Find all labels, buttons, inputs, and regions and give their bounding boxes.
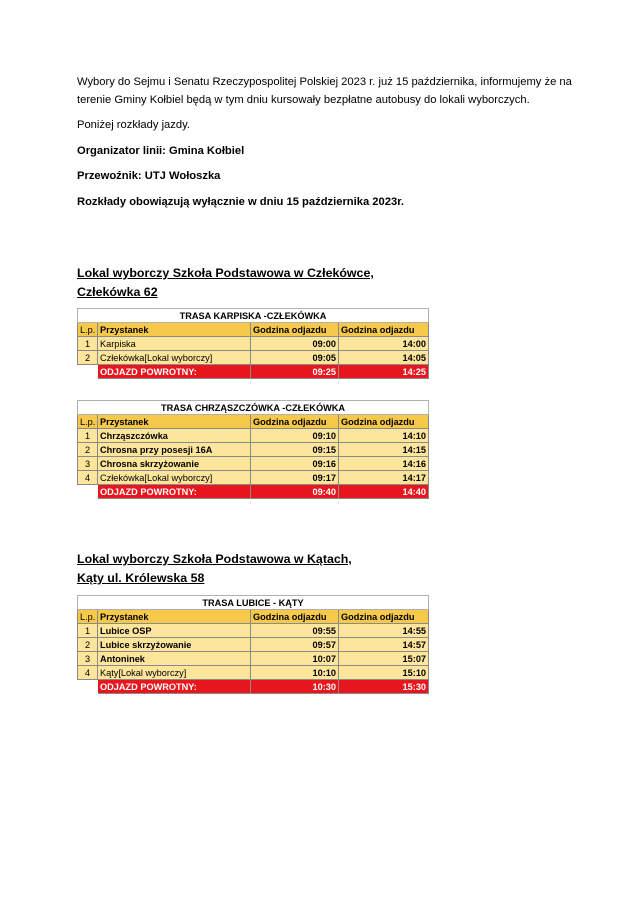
row-time-1: 09:55	[251, 624, 339, 638]
col-header-stop: Przystanek	[98, 610, 251, 624]
row-time-1: 09:57	[251, 638, 339, 652]
return-label: ODJAZD POWROTNY:	[98, 485, 251, 499]
timetable-title: TRASA KARPISKA -CZŁEKÓWKA	[78, 309, 429, 323]
row-time-1: 09:16	[251, 457, 339, 471]
table-row	[78, 337, 429, 351]
timetable-chrzaszczowka-czlekowka	[77, 400, 429, 499]
row-lp: 3	[78, 652, 98, 666]
row-time-1: 09:17	[251, 471, 339, 485]
row-time-1: 10:10	[251, 666, 339, 680]
timetable-karpiska-czlekowka	[77, 308, 429, 379]
col-header-departure-2: Godzina odjazdu	[339, 323, 429, 337]
row-time-2: 14:57	[339, 638, 429, 652]
col-header-departure-1: Godzina odjazdu	[251, 610, 339, 624]
row-time-1: 09:15	[251, 443, 339, 457]
table-row	[78, 457, 429, 471]
row-time-2: 14:10	[339, 429, 429, 443]
timetable-title: TRASA LUBICE - KĄTY	[78, 596, 429, 610]
return-row	[78, 680, 429, 694]
intro-paragraph: Wybory do Sejmu i Senatu Rzeczypospolitej Polskiej 2023 r. już 15 października, informujemy że na terenie Gminy Kołbiel będą w tym dniu kursowały bezpłatne autobusy do lokali wyborczych.	[77, 76, 572, 106]
col-header-lp: L.p.	[78, 323, 98, 337]
table-row	[78, 666, 429, 680]
table-row	[78, 429, 429, 443]
section-heading-line1: Lokal wyborczy Szkoła Podstawowa w Człekówce,	[77, 266, 374, 280]
table-row	[78, 443, 429, 457]
row-time-2: 14:17	[339, 471, 429, 485]
timetable-title: TRASA CHRZĄSZCZÓWKA -CZŁEKÓWKA	[78, 401, 429, 415]
row-stop: Chrosna skrzyżowanie	[98, 457, 251, 471]
schedules-line: Poniżej rozkłady jazdy.	[77, 119, 190, 131]
col-header-departure-2: Godzina odjazdu	[339, 415, 429, 429]
row-lp: 2	[78, 351, 98, 365]
row-time-1: 09:10	[251, 429, 339, 443]
row-stop: Kąty[Lokal wyborczy]	[98, 666, 251, 680]
table-row	[78, 638, 429, 652]
col-header-stop: Przystanek	[98, 323, 251, 337]
row-time-2: 14:16	[339, 457, 429, 471]
row-time-2: 14:55	[339, 624, 429, 638]
row-stop: Człekówka[Lokal wyborczy]	[98, 351, 251, 365]
carrier-line: Przewoźnik: UTJ Wołoszka	[77, 170, 221, 182]
return-row	[78, 365, 429, 379]
col-header-departure-1: Godzina odjazdu	[251, 323, 339, 337]
return-row-spacer	[78, 365, 98, 379]
table-row	[78, 351, 429, 365]
return-row	[78, 485, 429, 499]
section-heading-line1: Lokal wyborczy Szkoła Podstawowa w Kątach,	[77, 552, 352, 566]
row-stop: Antoninek	[98, 652, 251, 666]
row-lp: 3	[78, 457, 98, 471]
col-header-lp: L.p.	[78, 415, 98, 429]
row-time-2: 14:05	[339, 351, 429, 365]
return-time-1: 09:25	[251, 365, 339, 379]
row-time-2: 14:00	[339, 337, 429, 351]
table-row	[78, 624, 429, 638]
section-heading-line2: Człekówka 62	[77, 285, 158, 299]
section-heading-line2: Kąty ul. Królewska 58	[77, 571, 205, 585]
return-row-spacer	[78, 680, 98, 694]
table-row	[78, 471, 429, 485]
col-header-departure-2: Godzina odjazdu	[339, 610, 429, 624]
timetable-lubice-katy	[77, 595, 429, 694]
return-time-2: 14:25	[339, 365, 429, 379]
row-stop: Lubice OSP	[98, 624, 251, 638]
col-header-stop: Przystanek	[98, 415, 251, 429]
row-time-2: 15:07	[339, 652, 429, 666]
table-header-row	[78, 323, 429, 337]
col-header-departure-1: Godzina odjazdu	[251, 415, 339, 429]
organizer-line: Organizator linii: Gmina Kołbiel	[77, 144, 245, 157]
table-row	[78, 652, 429, 666]
row-lp: 2	[78, 638, 98, 652]
return-time-2: 14:40	[339, 485, 429, 499]
row-time-2: 14:15	[339, 443, 429, 457]
row-lp: 1	[78, 337, 98, 351]
row-lp: 1	[78, 429, 98, 443]
return-time-1: 09:40	[251, 485, 339, 499]
row-lp: 1	[78, 624, 98, 638]
row-stop: Człekówka[Lokal wyborczy]	[98, 471, 251, 485]
section-heading-katy	[77, 550, 352, 588]
row-stop: Chrząszczówka	[98, 429, 251, 443]
row-stop: Chrosna przy posesji 16A	[98, 443, 251, 457]
row-time-1: 09:05	[251, 351, 339, 365]
row-lp: 2	[78, 443, 98, 457]
table-header-row	[78, 610, 429, 624]
row-time-1: 10:07	[251, 652, 339, 666]
section-heading-czlekowka	[77, 264, 374, 302]
row-stop: Lubice skrzyżowanie	[98, 638, 251, 652]
row-time-2: 15:10	[339, 666, 429, 680]
row-stop: Karpiska	[98, 337, 251, 351]
return-label: ODJAZD POWROTNY:	[98, 365, 251, 379]
return-time-1: 10:30	[251, 680, 339, 694]
row-lp: 4	[78, 471, 98, 485]
return-time-2: 15:30	[339, 680, 429, 694]
row-time-1: 09:00	[251, 337, 339, 351]
table-header-row	[78, 415, 429, 429]
col-header-lp: L.p.	[78, 610, 98, 624]
return-label: ODJAZD POWROTNY:	[98, 680, 251, 694]
return-row-spacer	[78, 485, 98, 499]
validity-line: Rozkłady obowiązują wyłącznie w dniu 15 października 2023r.	[77, 195, 405, 208]
intro-block	[77, 74, 577, 211]
row-lp: 4	[78, 666, 98, 680]
